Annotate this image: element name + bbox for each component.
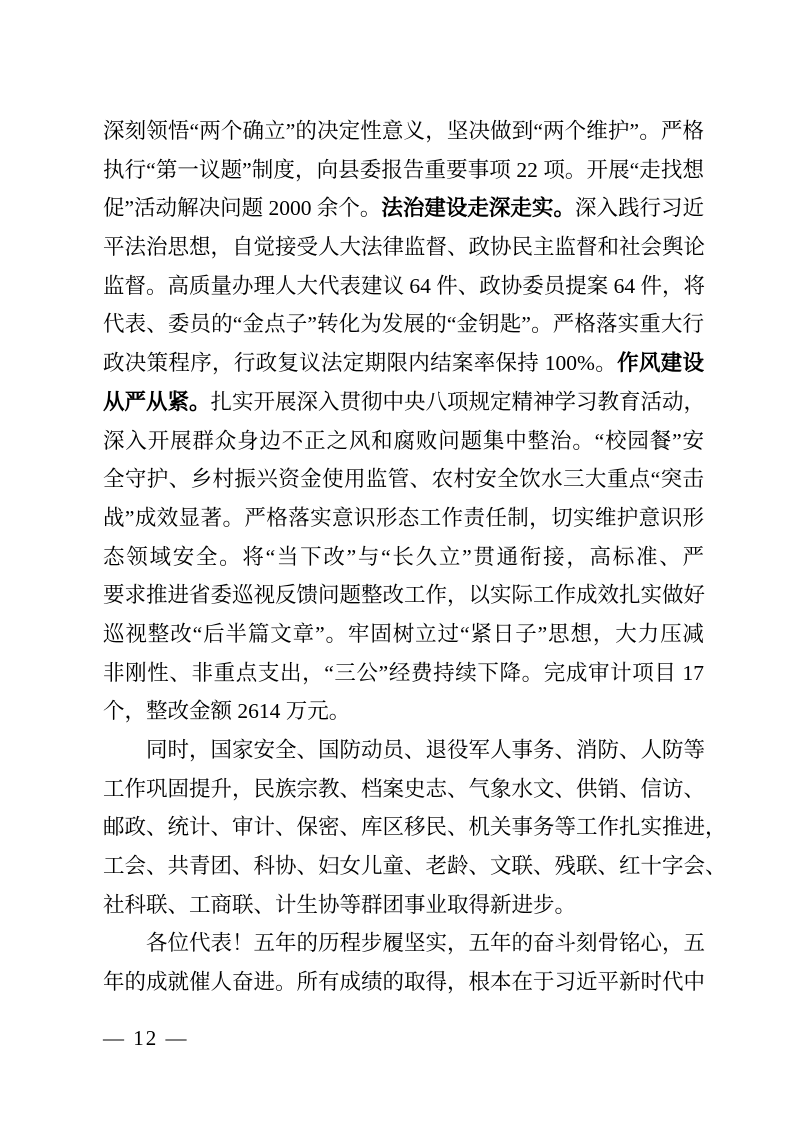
text-segment: 同时，国家安全、国防动员、退役军人事务、消防、人防等 bbox=[146, 738, 706, 762]
text-line bbox=[103, 344, 704, 383]
text-line bbox=[103, 576, 704, 615]
text-segment: 各位代表！五年的历程步履坚实，五年的奋斗刻骨铭心，五 bbox=[146, 931, 706, 956]
text-segment: 工会、共青团、科协、妇女儿童、老龄、文联、残联、红十字会、 bbox=[103, 854, 727, 879]
text-line bbox=[103, 151, 704, 190]
text-segment: 平法治思想，自觉接受人大法律监督、政协民主监督和社会舆论 bbox=[103, 235, 706, 260]
text-segment: 工作巩固提升，民族宗教、档案史志、气象水文、供销、信访、 bbox=[103, 776, 706, 801]
text-segment: 战”成效显著。严格落实意识形态工作责任制，切实维护意识形 bbox=[103, 505, 704, 530]
text-segment: 深入开展群众身边不正之风和腐败问题集中整治。“校园餐”安 bbox=[103, 428, 704, 453]
text-line bbox=[103, 422, 704, 461]
text-line bbox=[103, 189, 704, 228]
text-line bbox=[103, 847, 727, 886]
text-segment: 非刚性、非重点支出，“三公”经费持续下降。完成审计项目 17 bbox=[103, 660, 704, 685]
text-segment: 全守护、乡村振兴资金使用监管、农村安全饮水三大重点“突击 bbox=[103, 467, 704, 492]
text-line bbox=[103, 228, 704, 267]
text-segment: 邮政、统计、审计、保密、库区移民、机关事务等工作扎实推进， bbox=[103, 815, 727, 840]
text-segment-bold: 从严从紧。 bbox=[103, 389, 211, 414]
text-segment: 执行“第一议题”制度，向县委报告重要事项 22 项。开展“走找想 bbox=[103, 157, 704, 182]
text-segment: 巡视整改“后半篇文章”。牢固树立过“紧日子”思想，大力压减 bbox=[103, 621, 704, 646]
text-line bbox=[103, 305, 704, 344]
text-line bbox=[103, 654, 704, 693]
text-line bbox=[103, 615, 704, 654]
text-segment: 态领域安全。将“当下改”与“长久立”贯通衔接，高标准、严 bbox=[103, 544, 704, 569]
text-segment: 深入践行习近 bbox=[574, 196, 704, 221]
text-segment: 年的成就催人奋进。所有成绩的取得，根本在于习近平新时代中 bbox=[103, 970, 706, 995]
text-segment-bold: 法治建设走深走实。 bbox=[381, 196, 575, 221]
text-line bbox=[103, 460, 704, 499]
text-segment: 要求推进省委巡视反馈问题整改工作，以实际工作成效扎实做好 bbox=[103, 583, 706, 608]
text-line bbox=[103, 886, 704, 925]
text-segment: 监督。高质量办理人大代表建议 64 件、政协委员提案 64 件，将 bbox=[103, 273, 706, 298]
text-segment: 社科联、工商联、计生协等群团事业取得新进步。 bbox=[103, 892, 577, 917]
text-line bbox=[103, 963, 704, 1002]
page-number: — 12 — bbox=[103, 1026, 189, 1050]
text-segment: 扎实开展深入贯彻中央八项规定精神学习教育活动， bbox=[210, 389, 706, 414]
text-line bbox=[103, 267, 704, 306]
text-line bbox=[103, 731, 704, 770]
text-line bbox=[103, 112, 704, 151]
text-segment: 个，整改金额 2614 万元。 bbox=[103, 699, 351, 724]
text-segment-bold: 作风建设 bbox=[617, 351, 704, 376]
text-segment: 代表、委员的“金点子”转化为发展的“金钥匙”。严格落实重大行 bbox=[103, 312, 704, 337]
document-body bbox=[103, 112, 727, 1002]
text-line bbox=[103, 538, 704, 577]
text-line bbox=[103, 808, 727, 847]
text-segment: 政决策程序，行政复议法定期限内结案率保持 100%。 bbox=[103, 351, 618, 376]
text-line bbox=[103, 383, 704, 422]
text-line bbox=[103, 499, 704, 538]
text-line bbox=[103, 924, 704, 963]
text-line bbox=[103, 692, 704, 731]
text-segment: 深刻领悟“两个确立”的决定性意义，坚决做到“两个维护”。严格 bbox=[103, 119, 704, 143]
text-segment: 促”活动解决问题 2000 余个。 bbox=[103, 196, 382, 221]
text-line bbox=[103, 770, 704, 809]
